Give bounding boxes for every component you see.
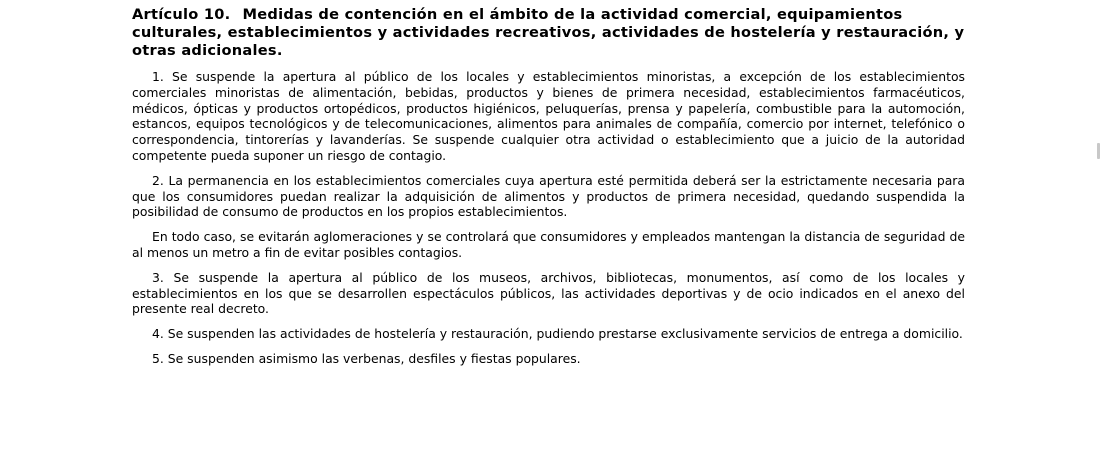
paragraph-2: 2. La permanencia en los establecimientos comerciales cuya apertura esté permitida deberá ser la estrictamente necesaria para que los consumidores puedan realizar la adquisición de alimentos y productos de primera necesidad, quedando suspendida la posibilidad de consumo de productos en los propios establecimientos. bbox=[132, 172, 965, 220]
paragraph-2-continuation: En todo caso, se evitarán aglomeraciones y se controlará que consumidores y empleados mantengan la distancia de seguridad de al menos un metro a fin de evitar posibles contagios. bbox=[132, 229, 965, 260]
paragraph-1: 1. Se suspende la apertura al público de los locales y establecimientos minoristas, a excepción de los establecimientos comerciales minoristas de alimentación, bebidas, productos y bienes de primera necesidad, establecimientos farmacéuticos, médicos, ópticas y productos ortopédicos, productos higiénicos, peluquerías, prensa y papelería, combustible para la automoción, estancos, equipos tecnológicos y de telecomunicaciones, alimentos para animales de compañía, comercio por internet, telefónico o correspondencia, tintorerías y lavanderías. Se suspende cualquier otra actividad o establecimiento que a juicio de la autoridad competente pueda suponer un riesgo de contagio. bbox=[132, 69, 965, 163]
paragraph-4: 4. Se suspenden las actividades de hostelería y restauración, pudiendo prestarse exclusivamente servicios de entrega a domicilio. bbox=[152, 326, 963, 342]
article-title: Medidas de contención en el ámbito de la actividad comercial, equipamientos culturales, establecimientos y actividades recreativos, actividades de hostelería y restauración, y otras adicionales. bbox=[132, 6, 965, 59]
paragraph-3: 3. Se suspende la apertura al público de los museos, archivos, bibliotecas, monumentos, así como de los locales y establecimientos en los que se desarrollen espectáculos públicos, las actividades deportivas y de ocio indicados en el anexo del presente real decreto. bbox=[132, 269, 965, 317]
document-body bbox=[132, 6, 965, 376]
article-heading bbox=[132, 6, 965, 60]
paragraph-5: 5. Se suspenden asimismo las verbenas, desfiles y fiestas populares. bbox=[152, 350, 581, 366]
article-number: Artículo 10. bbox=[132, 6, 231, 23]
vertical-scrollbar[interactable] bbox=[1094, 0, 1100, 459]
